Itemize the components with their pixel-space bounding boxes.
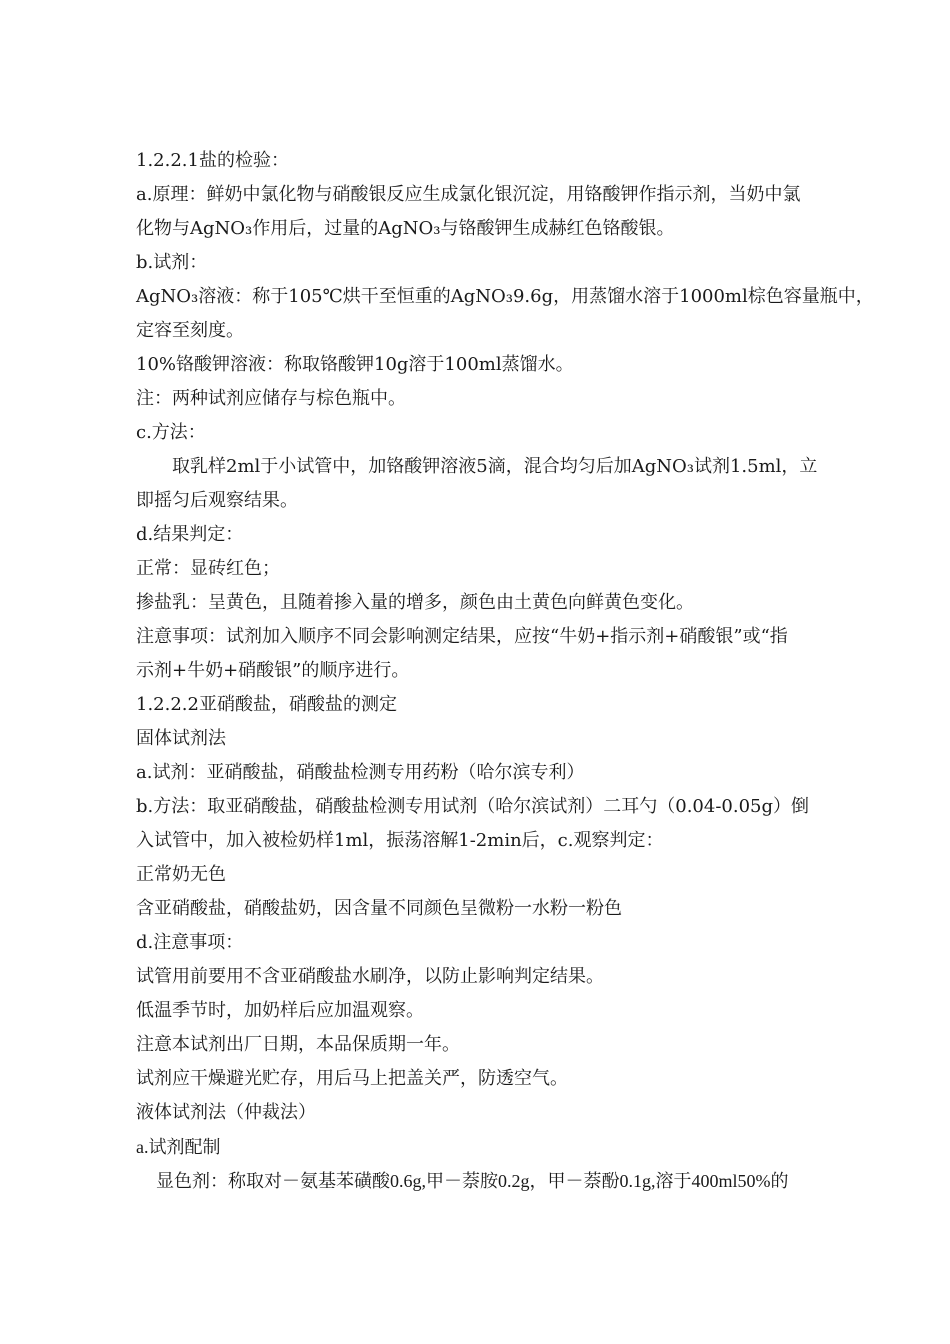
paragraph-line: 入试管中，加入被检奶样1ml，振荡溶解1-2min后，c.观察判定： <box>136 830 664 851</box>
paragraph-line: a.原理：鲜奶中氯化物与硝酸银反应生成氯化银沉淀，用铬酸钾作指示剂，当奶中氯 <box>136 184 801 205</box>
paragraph-line: 正常：显砖红色； <box>136 558 280 579</box>
section-heading-nitrite-test: 1.2.2.2亚硝酸盐，硝酸盐的测定 <box>136 694 397 715</box>
paragraph-line: d.注意事项： <box>136 932 244 953</box>
paragraph-line: 注意本试剂出厂日期，本品保质期一年。 <box>136 1034 460 1055</box>
paragraph-line: 注意事项：试剂加入顺序不同会影响测定结果，应按“牛奶+指示剂+硝酸银”或“指 <box>136 626 788 647</box>
paragraph-line: 试剂应干燥避光贮存，用后马上把盖关严，防透空气。 <box>136 1068 568 1089</box>
paragraph-line: 含亚硝酸盐，硝酸盐奶，因含量不同颜色呈微粉一水粉一粉色 <box>136 898 622 919</box>
paragraph-line: 示剂+牛奶+硝酸银”的顺序进行。 <box>136 660 410 681</box>
paragraph-line: 正常奶无色 <box>136 864 226 885</box>
subheading-liquid-reagent: 液体试剂法（仲裁法） <box>136 1102 316 1123</box>
paragraph-line: a.试剂配制 <box>136 1137 221 1157</box>
paragraph-line: 即摇匀后观察结果。 <box>136 490 298 511</box>
paragraph-line: c.方法： <box>136 422 206 443</box>
paragraph-line: 取乳样2ml于小试管中，加铬酸钾溶液5滴，混合均匀后加AgNO₃试剂1.5ml，立 <box>172 456 818 477</box>
document-body <box>136 144 874 1198</box>
paragraph-line: 试管用前要用不含亚硝酸盐水刷净，以防止影响判定结果。 <box>136 966 604 987</box>
paragraph-line: 10%铬酸钾溶液：称取铬酸钾10g溶于100ml蒸馏水。 <box>136 354 574 375</box>
paragraph-line: AgNO₃溶液：称于105℃烘干至恒重的AgNO₃9.6g，用蒸馏水溶于1000ml棕色容量瓶中， <box>136 286 874 307</box>
section-heading-salt-test: 1.2.2.1盐的检验： <box>136 150 289 171</box>
paragraph-line: b.方法：取亚硝酸盐，硝酸盐检测专用试剂（哈尔滨试剂）二耳勺（0.04-0.05g）倒 <box>136 796 810 817</box>
paragraph-line: d.结果判定： <box>136 524 244 545</box>
paragraph-line: 显色剂：称取对－氨基苯磺酸0.6g,甲－萘胺0.2g，甲－萘酚0.1g,溶于400ml50%的 <box>156 1171 789 1191</box>
paragraph-line: 定容至刻度。 <box>136 320 244 341</box>
subheading-solid-reagent: 固体试剂法 <box>136 728 226 749</box>
paragraph-line: a.试剂：亚硝酸盐，硝酸盐检测专用药粉（哈尔滨专利） <box>136 762 585 783</box>
paragraph-line: b.试剂： <box>136 252 208 273</box>
paragraph-line: 低温季节时，加奶样后应加温观察。 <box>136 1000 424 1021</box>
paragraph-line: 化物与AgNO₃作用后，过量的AgNO₃与铬酸钾生成赫红色铬酸银。 <box>136 218 675 239</box>
paragraph-line: 注：两种试剂应储存与棕色瓶中。 <box>136 388 406 409</box>
paragraph-line: 掺盐乳：呈黄色，且随着掺入量的增多，颜色由土黄色向鲜黄色变化。 <box>136 592 694 613</box>
